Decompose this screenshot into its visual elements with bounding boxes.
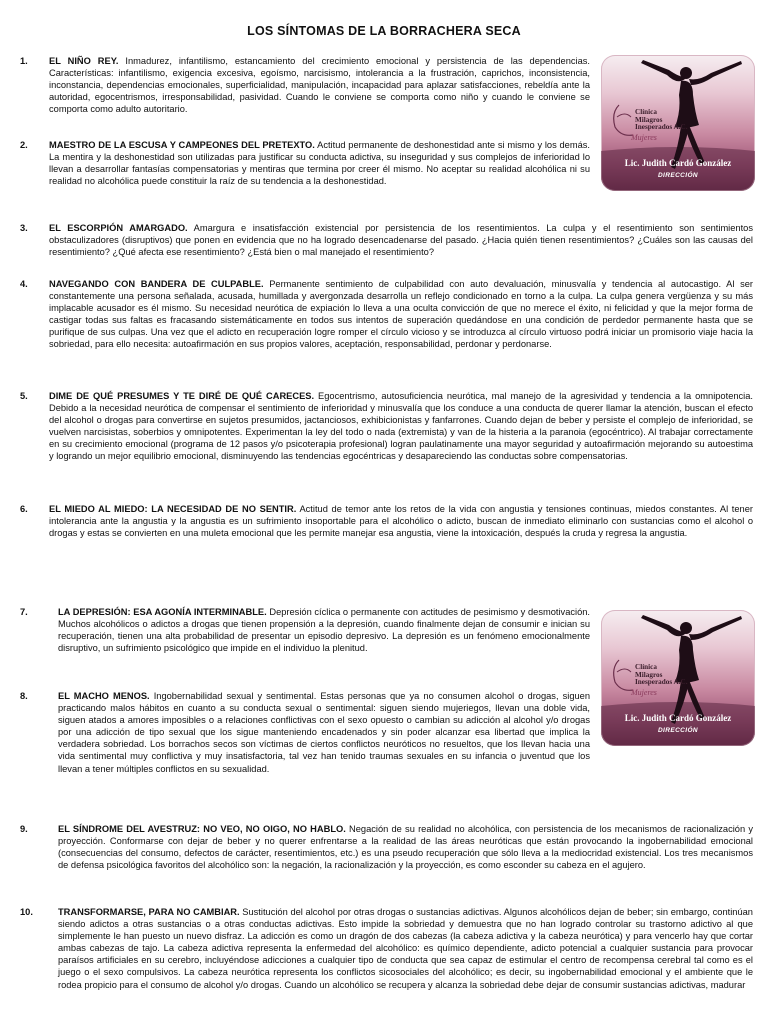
item-text: Depresión cíclica o permanente con actitudes de pesimismo y desmotivación. Muchos alcohólicos o adictos a drogas que tienen propensión a la depresión, cuando finalmente dejan de consumir e inician su recuperación, tienen una alta probabilidad de presentar un episodio depresivo. La depresión es un fenómeno emocionalmente disruptivo, un sufrimiento psicológico que impide en el individuo la plenitud.: [58, 607, 591, 654]
clinic-subtitle: Mujeres: [631, 688, 657, 697]
list-item: [20, 606, 590, 654]
item-heading: NAVEGANDO CON BANDERA DE CULPABLE.: [49, 279, 264, 289]
list-item: [20, 139, 590, 187]
item-text: Amargura e insatisfacción existencial por persistencia de los resentimientos. La culpa y el resentimiento son sentimientos obstaculizadores (disruptivos) que ponen en evidencia que no ha logrado desencadenarse del pasado. ¿Hacia quién tienen resentimientos? ¿Cuáles son las causas del resentimiento? ¿Qué afecta ese resentimiento? ¿Está bien o mal manejado el resentimiento?: [49, 223, 753, 258]
item-heading: TRANSFORMARSE, PARA NO CAMBIAR.: [58, 907, 240, 917]
item-number: 1.: [20, 56, 28, 66]
item-text: Sustitución del alcohol por otras drogas o sustancias adictivas. Algunos alcohólicos dejan de beber; sin embargo, continúan siendo adictos a otras sustancias o a otras conductas adictivas. Esto impide la sobriedad y demuestra que no han logrado controlar su trastorno adictivo al que simplemente le han puesto un nuevo disfraz. La adicción es como un dragón de dos cabezas (la cabeza adictiva y la cabeza neurótica) y para vencerlo hay que cortar ambas cabezas de tajo. La cabeza adictiva representa la enfermedad del alcohólico: es químico dependiente, adicto potencial a cualquier sustancia para provocar paraísos artificiales en su cerebro, incluyéndose adicciones a cualquier tipo de conducta que sea capaz de estimular el centro de recompensa cerebral tal como es el juego o el sexo compulsivos. La cabeza neurótica representa los conflictos sicosociales del alcohólico; es decir, su ingobernabilidad emocional y el ambiente que le rodea propicio para el consumo de alcohol y/o drogas. Cuando un alcohólico se recupera y alcanza la sobriedad debe dejar de consumir sustancias adictivas, madurar: [58, 907, 753, 990]
item-text: Inmadurez, infantilismo, estancamiento del crecimiento emocional y persistencia de las dependencias. Características: infantilismo, exigencia excesiva, egoísmo, narcisismo, intolerancia a la frustración, caprichos, inconsistencia, inconstancia, dependencias emocionales, superficialidad, manipulación, incapacidad para aplazar satisfacciones, rebeldía ante la autoridad, egocentrismos, irresponsabilidad, pasividad. Cuando le conviene se comporta como niño y cuando le conviene se comporta como adulto autoritario.: [49, 56, 591, 115]
clinic-name-line: Clínica: [635, 108, 657, 116]
item-text: Actitud de temor ante los retos de la vida con angustia y tensiones continuas, miedos constantes. Al tener intolerancia ante la angustia y la angustia es un sufrimiento insoportable para el alcohólico o adicto, buscan de inmediato eliminarlo con sustancias como el alcohol o drogas y estas se convierten en una muleta emocional que les permite manejar esa angustia, viene la intoxicación, después la cruda y regresa la angustia.: [49, 504, 753, 539]
list-item: [20, 55, 590, 115]
item-heading: EL ESCORPIÓN AMARGADO.: [49, 223, 188, 233]
item-text: Actitud permanente de deshonestidad ante si mismo y los demás. La mentira y la deshonestidad son utilizadas para justificar su conducta adictiva, su inseguridad y sus complejos de inferioridad lo llevan a desarrollar fantasías compensatorias y mentiras que termina por creer él mismo. No aceptar su realidad alcohólica ni su realidad no alcohólica puede constituir la raíz de su tendencia a la deshonestidad.: [49, 140, 590, 187]
item-number: 7.: [20, 607, 28, 617]
director-name: Lic. Judith Cardó González: [624, 713, 732, 723]
item-heading: EL NIÑO REY.: [49, 56, 119, 66]
item-heading: EL MIEDO AL MIEDO: LA NECESIDAD DE NO SENTIR.: [49, 504, 297, 514]
clinic-name-line: Clínica: [635, 663, 657, 671]
item-text: Permanente sentimiento de culpabilidad con auto devaluación, minusvalía y tendencia al autocastigo. Al ser constantemente una persona señalada, acusada, humillada y avergonzada desarrolla un reflejo condicionado en torno a la culpa. La culpa genera vergüenza y su más implacable acusador es él mismo. Su necesidad neurótica de expiación lo lleva a una oculta convicción de que no merece el éxito, ni felicidad y que la mejor forma de castigar todas sus faltas es fracasando sistemáticamente en todos sus intentos de superación quedándose en una condición de perdedor permanente hasta que se purifique de sus culpas. Una vez que el adicto en recuperación logre romper el círculo vicioso y se introduzca al círculo virtuoso podrá iniciar un promisorio viaje hacia la sobriedad, para ello necesita: autoafirmación en sus propios valores, aceptación, responsabilidad, perdonar y perdonarse.: [49, 279, 753, 350]
item-text: Ingobernabilidad sexual y sentimental. Estas personas que ya no consumen alcohol o drogas, siguen practicando malos hábitos en cuanto a su conducta sexual o sentimental: siguen siendo mujeriegos, llevan una doble vida, siguen atados a amores imposibles o a relaciones conflictivas con el sexo opuesto o cambian su adicción al alcohol y/o drogas por una adicción de tipo sexual que los sigue manteniendo encadenados y sin poder alcanzar esa libertad que implica la verdadera sobriedad. Los borrachos secos son víctimas de ciertos conflictos neuróticos no resueltos, que los llevan hacia una vida sentimental muy conflictiva y muy insatisfactoria, tal vez han tenido traumas sexuales en su infancia o juventud que los llevan a tener múltiples conflictos en su sexualidad.: [58, 691, 590, 774]
item-number: 8.: [20, 691, 28, 701]
item-number: 5.: [20, 391, 28, 401]
clinic-name: [635, 664, 688, 687]
list-item: [20, 390, 753, 463]
clinic-name-line: Inesperados A.C.: [635, 123, 688, 132]
director-role: DIRECCIÓN: [657, 172, 699, 179]
clinic-subtitle: Mujeres: [631, 133, 657, 142]
list-item: [20, 690, 590, 775]
item-heading: EL SÍNDROME DEL AVESTRUZ: NO VEO, NO OIGO, NO HABLO.: [58, 824, 346, 834]
item-number: 10.: [20, 907, 33, 917]
item-number: 2.: [20, 140, 28, 150]
list-item: [20, 823, 753, 871]
item-text: Negación de su realidad no alcohólica, con persistencia de los mecanismos de racionalización y proyección. Conformarse con dejar de beber y no querer enfrentarse a la realidad de las áreas neuróticas que están provocando la ingobernabilidad emocional (consecuencias del consumo, defectos de carácter, resentimientos, etc.) es una pseudo recuperación que sólo lleva a la mediocridad existencial. Los tres mecanismos de defensa psicológica favoritos del alcohólico son: la negación, la racionalización y la proyección, es como esconder su cabeza en el agujero.: [58, 824, 753, 871]
clinic-name-line: Inesperados A.C.: [635, 678, 688, 687]
clinic-ad-image: [601, 55, 755, 191]
clinic-name: [635, 109, 688, 132]
page-title: LOS SÍNTOMAS DE LA BORRACHERA SECA: [247, 24, 521, 38]
item-heading: LA DEPRESIÓN: ESA AGONÍA INTERMINABLE.: [58, 607, 267, 617]
list-item: [20, 906, 753, 991]
director-role: DIRECCIÓN: [657, 727, 699, 734]
director-name: Lic. Judith Cardó González: [624, 158, 732, 168]
item-number: 3.: [20, 223, 28, 233]
item-text: Egocentrismo, autosuficiencia neurótica, mal manejo de la agresividad y tendencia a la omnipotencia. Debido a la necesidad neurótica de compensar el sentimiento de inferioridad y minusvalía que los conduce a una conducta de querer llamar la atención, buscan el efecto del alcohol o drogas para convertirse en sujetos presumidos, jactanciosos, exhibicionistas y fanfarrones. Cuando dejan de beber y persiste el complejo de inferioridad, se vuelven narcisistas, soberbios y omnipotentes. Experimentan la ley del todo o nada (extremista) y van de la histeria a la paranoia (egocéntrico). Al trabajar correctamente en su crecimiento emocional (programa de 12 pasos y/o psicoterapia profesional) logran paulatinamente una mayor seguridad y autoafirmación mejorando su autoestima y logrando un mejor equilibrio emocional, disminuyendo las tendencias egocéntricas y desapareciendo las conductas sobre compensatorias.: [49, 391, 753, 462]
item-number: 6.: [20, 504, 28, 514]
item-number: 9.: [20, 824, 28, 834]
clinic-ad-image: [601, 610, 755, 746]
list-item: [20, 503, 753, 539]
list-item: [20, 222, 753, 258]
list-item: [20, 278, 753, 351]
item-heading: EL MACHO MENOS.: [58, 691, 150, 701]
clinic-name-line: Milagros: [635, 670, 663, 679]
item-heading: MAESTRO DE LA ESCUSA Y CAMPEONES DEL PRETEXTO.: [49, 140, 315, 150]
clinic-name-line: Milagros: [635, 115, 663, 124]
item-number: 4.: [20, 279, 28, 289]
item-heading: DIME DE QUÉ PRESUMES Y TE DIRÉ DE QUÉ CARECES.: [49, 391, 315, 401]
